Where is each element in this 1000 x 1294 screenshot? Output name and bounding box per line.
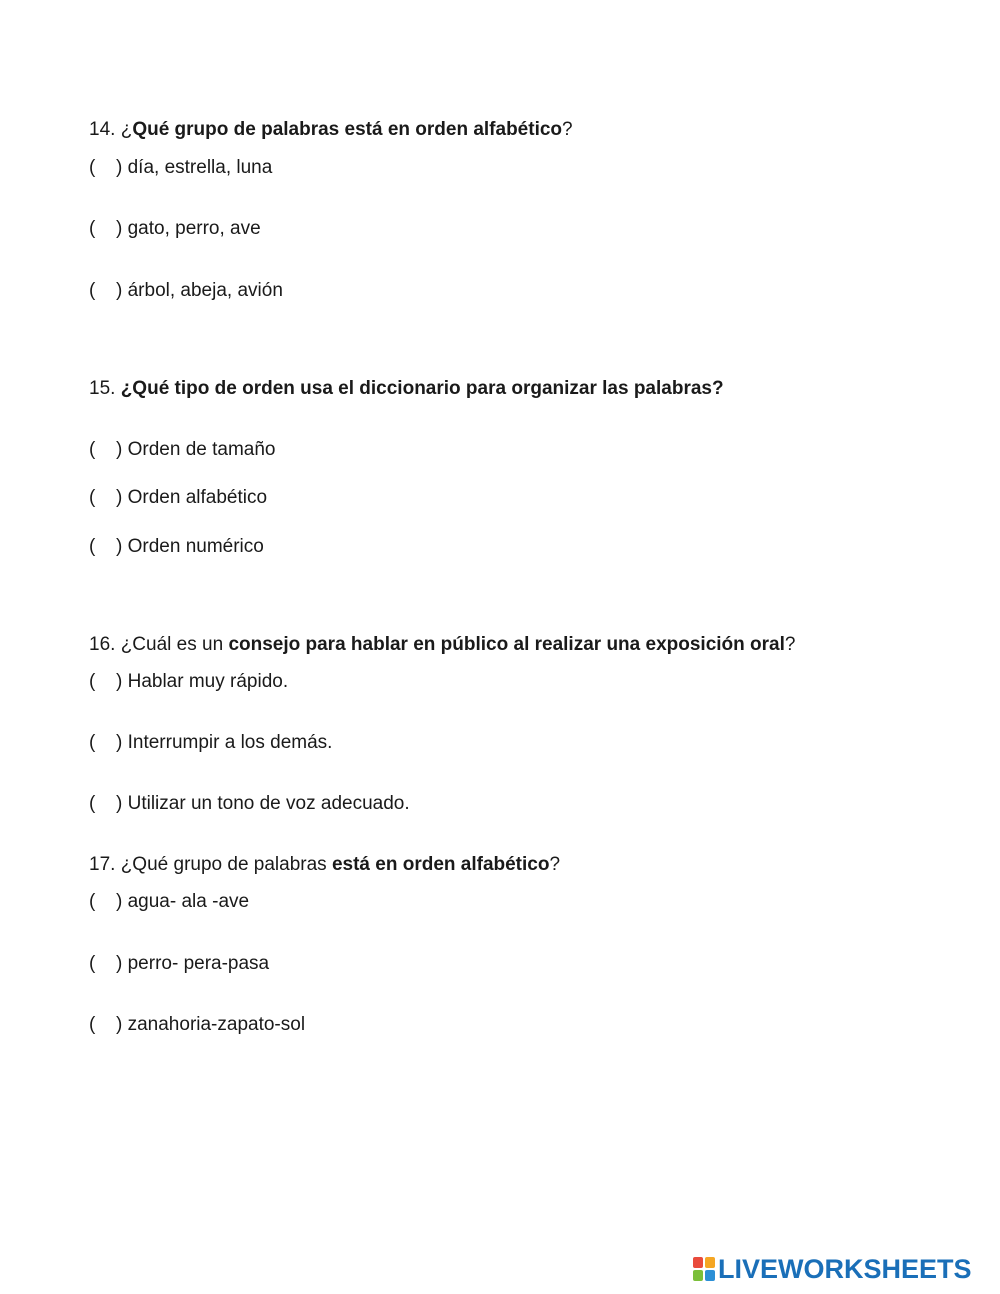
option-text: Utilizar un tono de voz adecuado. [127, 793, 410, 814]
answer-blank-close: ) [116, 793, 123, 814]
liveworksheets-logo-text: LIVEWORKSHEETS [718, 1254, 972, 1284]
answer-blank-open[interactable]: ( [89, 487, 96, 508]
answer-blank-open[interactable]: ( [89, 280, 96, 301]
answer-blank-open[interactable]: ( [89, 732, 96, 753]
question-number: 14. [89, 119, 116, 140]
answer-blank-close: ) [116, 732, 123, 753]
answer-blank-open[interactable]: ( [89, 953, 96, 974]
question-bold: Qué grupo de palabras está en orden alfabético [132, 119, 563, 140]
answer-blank-open[interactable]: ( [89, 891, 96, 912]
option-15-b[interactable] [89, 487, 267, 509]
option-14-c[interactable] [89, 280, 283, 302]
answer-blank-close: ) [116, 218, 123, 239]
answer-blank-open[interactable]: ( [89, 793, 96, 814]
answer-blank-close: ) [116, 487, 123, 508]
option-text: Interrumpir a los demás. [127, 732, 333, 753]
option-14-b[interactable] [89, 218, 261, 240]
question-bold: ¿Qué tipo de orden usa el diccionario para organizar las palabras? [120, 378, 724, 399]
logo-block-v [693, 1270, 703, 1281]
question-15 [89, 378, 724, 400]
option-17-c[interactable] [89, 1014, 305, 1036]
question-post: ? [784, 634, 796, 655]
answer-blank-close: ) [116, 280, 123, 301]
question-bold: consejo para hablar en público al realizar una exposición oral [228, 634, 785, 655]
option-text: Orden numérico [127, 536, 264, 557]
option-text: Orden alfabético [127, 487, 268, 508]
answer-blank-close: ) [116, 1014, 123, 1035]
answer-blank-open[interactable]: ( [89, 536, 96, 557]
option-16-a[interactable] [89, 671, 288, 693]
answer-blank-close: ) [116, 671, 123, 692]
question-bold: está en orden alfabético [331, 854, 550, 875]
option-17-b[interactable] [89, 953, 269, 975]
question-pre: ¿Qué grupo de palabras [120, 854, 332, 875]
answer-blank-open[interactable]: ( [89, 671, 96, 692]
option-16-c[interactable] [89, 793, 410, 815]
question-number: 17. [89, 854, 116, 875]
answer-blank-open[interactable]: ( [89, 1014, 96, 1035]
option-text: Orden de tamaño [127, 439, 276, 460]
question-17 [89, 854, 560, 876]
question-pre: ¿ [120, 119, 133, 140]
question-number: 15. [89, 378, 116, 399]
question-pre: ¿Cuál es un [120, 634, 229, 655]
option-15-a[interactable] [89, 439, 275, 461]
liveworksheets-logo[interactable] [693, 1256, 972, 1282]
answer-blank-open[interactable]: ( [89, 157, 96, 178]
answer-blank-close: ) [116, 439, 123, 460]
logo-block-l [693, 1257, 703, 1268]
question-16 [89, 634, 795, 656]
answer-blank-open[interactable]: ( [89, 218, 96, 239]
option-text: árbol, abeja, avión [127, 280, 283, 301]
question-number: 16. [89, 634, 116, 655]
question-post: ? [562, 119, 573, 140]
option-15-c[interactable] [89, 536, 264, 558]
liveworksheets-logo-icon [693, 1257, 715, 1281]
option-17-a[interactable] [89, 891, 249, 913]
option-text: día, estrella, luna [127, 157, 273, 178]
answer-blank-close: ) [116, 891, 123, 912]
answer-blank-close: ) [116, 536, 123, 557]
answer-blank-close: ) [116, 953, 123, 974]
option-text: perro- pera-pasa [127, 953, 270, 974]
option-text: gato, perro, ave [127, 218, 261, 239]
logo-block-i [705, 1257, 715, 1268]
question-14 [89, 119, 573, 141]
answer-blank-close: ) [116, 157, 123, 178]
option-text: Hablar muy rápido. [127, 671, 289, 692]
option-14-a[interactable] [89, 157, 272, 179]
question-post: ? [549, 854, 561, 875]
logo-block-e [705, 1270, 715, 1281]
answer-blank-open[interactable]: ( [89, 439, 96, 460]
option-text: zanahoria-zapato-sol [127, 1014, 306, 1035]
option-text: agua- ala -ave [127, 891, 250, 912]
option-16-b[interactable] [89, 732, 332, 754]
